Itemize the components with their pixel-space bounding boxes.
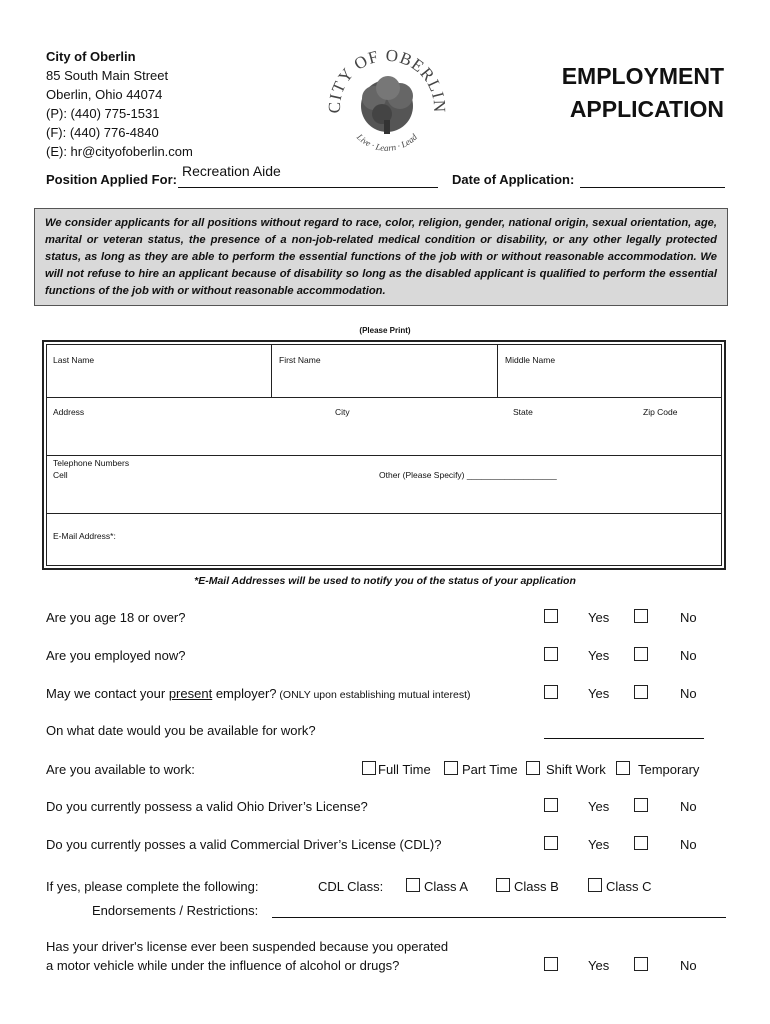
- position-field[interactable]: Recreation Aide: [182, 163, 281, 179]
- full-time-checkbox[interactable]: [362, 761, 376, 775]
- shift-work-label: Shift Work: [546, 762, 606, 777]
- class-a-label: Class A: [424, 879, 469, 894]
- suspended-yes-checkbox[interactable]: [544, 957, 558, 971]
- date-of-application-field[interactable]: [580, 186, 725, 188]
- position-field-line[interactable]: [178, 186, 438, 188]
- contact-note: (ONLY upon establishing mutual interest): [276, 689, 471, 701]
- age-no-label: No: [680, 610, 697, 625]
- telephone-label: Telephone Numbers: [53, 458, 130, 468]
- please-print-note: (Please Print): [359, 326, 411, 335]
- city-logo: [322, 38, 452, 168]
- part-time-checkbox[interactable]: [444, 761, 458, 775]
- age-yes-checkbox[interactable]: [544, 609, 558, 623]
- question-suspended-line1: Has your driver's license ever been suspended because you operated: [46, 939, 449, 954]
- question-available-to-work: Are you available to work:: [46, 762, 195, 777]
- logo-bottom-text: Live · Learn · Lead: [354, 131, 420, 153]
- available-date-field[interactable]: [544, 737, 704, 739]
- logo-top-text: CITY OF OBERLIN: [324, 45, 450, 114]
- contact-yes-checkbox[interactable]: [544, 685, 558, 699]
- class-b-label: Class B: [514, 879, 559, 894]
- license-yes-label: Yes: [588, 799, 610, 814]
- other-phone-field[interactable]: Other (Please Specify) ___________________: [379, 470, 557, 480]
- position-label: Position Applied For:: [46, 172, 177, 187]
- license-no-checkbox[interactable]: [634, 798, 648, 812]
- contact-no-label: No: [680, 686, 697, 701]
- temporary-label: Temporary: [638, 762, 700, 777]
- temporary-checkbox[interactable]: [616, 761, 630, 775]
- suspended-no-checkbox[interactable]: [634, 957, 648, 971]
- org-fax: (F): (440) 776-4840: [46, 125, 159, 140]
- org-email: (E): hr@cityofoberlin.com: [46, 144, 193, 159]
- question-contact-employer: [46, 686, 470, 701]
- employed-yes-checkbox[interactable]: [544, 647, 558, 661]
- state-field[interactable]: State: [513, 407, 533, 417]
- email-field[interactable]: E-Mail Address*:: [53, 531, 116, 541]
- org-contact-block: [46, 47, 193, 161]
- question-suspended-line2: a motor vehicle while under the influence of alcohol or drugs?: [46, 958, 400, 973]
- date-of-application-label: Date of Application:: [452, 172, 575, 187]
- org-address-line1: 85 South Main Street: [46, 68, 169, 83]
- employed-yes-label: Yes: [588, 648, 610, 663]
- title-line2: APPLICATION: [569, 96, 724, 122]
- middle-name-field[interactable]: Middle Name: [505, 355, 556, 365]
- question-age: Are you age 18 or over?: [46, 610, 186, 625]
- license-no-label: No: [680, 799, 697, 814]
- org-address-line2: Oberlin, Ohio 44074: [46, 87, 163, 102]
- col-divider: [271, 345, 272, 397]
- city-field[interactable]: City: [335, 407, 350, 417]
- full-time-label: Full Time: [378, 762, 431, 777]
- svg-text:Live · Learn · Lead: [354, 131, 419, 153]
- suspended-yes-label: Yes: [588, 958, 610, 973]
- tree-icon: [361, 76, 413, 134]
- contact-no-checkbox[interactable]: [634, 685, 648, 699]
- email-note: *E-Mail Addresses will be used to notify you of the status of your application: [194, 575, 576, 587]
- title-line1: EMPLOYMENT: [561, 63, 724, 89]
- question-available-date: On what date would you be available for work?: [46, 723, 316, 738]
- endorsements-field[interactable]: [272, 916, 726, 918]
- cdl-yes-label: Yes: [588, 837, 610, 852]
- employed-no-label: No: [680, 648, 697, 663]
- employed-no-checkbox[interactable]: [634, 647, 648, 661]
- class-a-checkbox[interactable]: [406, 878, 420, 892]
- col-divider: [497, 345, 498, 397]
- zip-field[interactable]: Zip Code: [643, 407, 678, 417]
- shift-work-checkbox[interactable]: [526, 761, 540, 775]
- row-divider: [47, 455, 721, 456]
- eeo-notice: We consider applicants for all positions without regard to race, color, religion, gender, national origin, sexual orientation, age, marital or veteran status, the presence of a non-job-related medical condition or disability, or any other legally protected status, as long as they are able to perform the essential functions of the job with or without reasonable accommodation. We will not refuse to hire an applicant because of disability so long as the disabled applicant is qualified to perform the essential functions of the job with or without reasonable accommodation.: [34, 208, 728, 306]
- class-b-checkbox[interactable]: [496, 878, 510, 892]
- contact-yes-label: Yes: [588, 686, 610, 701]
- org-phone: (P): (440) 775-1531: [46, 106, 160, 121]
- address-field[interactable]: Address: [53, 407, 85, 417]
- first-name-field[interactable]: First Name: [279, 355, 321, 365]
- applicant-info-grid: [46, 344, 722, 566]
- question-employed: Are you employed now?: [46, 648, 186, 663]
- last-name-field[interactable]: Last Name: [53, 355, 95, 365]
- cdl-class-label: CDL Class:: [318, 879, 384, 894]
- endorsements-label: Endorsements / Restrictions:: [92, 903, 259, 918]
- question-ohio-license: Do you currently possess a valid Ohio Driver’s License?: [46, 799, 368, 814]
- contact-text-post: employer?: [212, 686, 277, 701]
- class-c-checkbox[interactable]: [588, 878, 602, 892]
- suspended-no-label: No: [680, 958, 697, 973]
- age-no-checkbox[interactable]: [634, 609, 648, 623]
- license-yes-checkbox[interactable]: [544, 798, 558, 812]
- row-divider: [47, 513, 721, 514]
- part-time-label: Part Time: [462, 762, 518, 777]
- page-title: [540, 60, 724, 126]
- cell-field[interactable]: Cell: [53, 470, 68, 480]
- class-c-label: Class C: [606, 879, 652, 894]
- cdl-no-checkbox[interactable]: [634, 836, 648, 850]
- age-yes-label: Yes: [588, 610, 610, 625]
- row-divider: [47, 397, 721, 398]
- contact-text-present: present: [168, 686, 213, 701]
- contact-text-pre: May we contact your: [46, 686, 169, 701]
- cdl-yes-checkbox[interactable]: [544, 836, 558, 850]
- org-name: City of Oberlin: [46, 49, 136, 64]
- cdl-no-label: No: [680, 837, 697, 852]
- question-cdl: Do you currently posses a valid Commercial Driver’s License (CDL)?: [46, 837, 442, 852]
- if-yes-instruction: If yes, please complete the following:: [46, 879, 259, 894]
